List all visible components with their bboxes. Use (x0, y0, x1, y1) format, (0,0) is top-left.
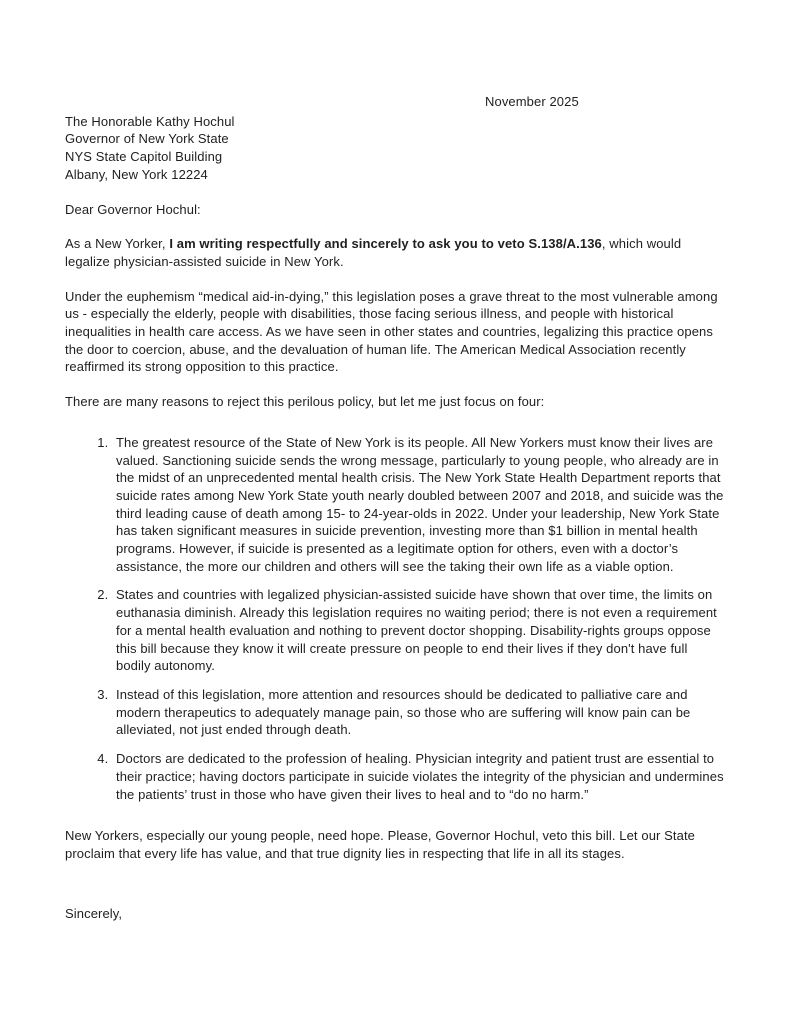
recipient-building: NYS State Capitol Building (65, 149, 223, 165)
reasons-list (65, 434, 725, 803)
recipient-name: The Honorable Kathy Hochul (65, 113, 235, 129)
recipient-title: Governor of New York State (65, 131, 229, 147)
intro-post-text: , which would legalize physician-assisted suicide in New York. (65, 236, 682, 269)
intro-pre-text: As a New Yorker, (65, 236, 170, 252)
paragraph-intro (65, 235, 725, 270)
paragraph-closing: New Yorkers, especially our young people, need hope. Please, Governor Hochul, veto this bill. Let our State proclaim that every life has value, and that true dignity lies in respecting that life in all its stages. (65, 828, 696, 861)
reason-item-3: 3. Instead of this legislation, more attention and resources should be dedicated to palliative care and modern therapeutics to adequately manage pain, so those who are suffering will know pain can be alleviated, not just ended through death. (112, 686, 725, 739)
letter-date: November 2025 (485, 94, 579, 109)
recipient-address (65, 113, 725, 184)
signoff: Sincerely, (65, 905, 123, 921)
salutation: Dear Governor Hochul: (65, 201, 201, 217)
paragraph-reasons-lead: There are many reasons to reject this perilous policy, but let me just focus on four: (65, 394, 545, 410)
paragraph-threat: Under the euphemism “medical aid-in-dying,” this legislation poses a grave threat to the most vulnerable among us - especially the elderly, people with disabilities, those facing serious illness, and people with historical inequalities in health care access. As we have seen in other states and countries, legalizing this practice opens the door to coercion, abuse, and the devaluation of human life. The American Medical Association recently reaffirmed its strong opposition to this practice. (65, 288, 718, 375)
reason-item-2: 2. States and countries with legalized physician-assisted suicide have shown that over time, the limits on euthanasia diminish. Already this legislation requires no waiting period; there is not even a requirement for a mental health evaluation and nothing to prevent doctor shopping. Disability-rights groups oppose this bill because they know it will create pressure on people to end their lives if they don't have full bodily autonomy. (112, 586, 725, 675)
reason-item-1: 1. The greatest resource of the State of New York is its people. All New Yorkers must know their lives are valued. Sanctioning suicide sends the wrong message, particularly to young people, who already are in the midst of an unprecedented mental health crisis. The New York State Health Department reports that suicide rates among New York State youth nearly doubled between 2007 and 2018, and suicide was the third leading cause of death among 15- to 24-year-olds in 2022. Under your leadership, New York State has taken significant measures in suicide prevention, investing more than $1 billion in mental health programs. However, if suicide is presented as a legitimate option for others, even with a doctor’s assistance, the more our children and others will see the taking their own life as a viable option. (112, 434, 725, 576)
recipient-city: Albany, New York 12224 (65, 166, 208, 182)
reason-item-4: 4. Doctors are dedicated to the profession of healing. Physician integrity and patient trust are essential to their practice; having doctors participate in suicide violates the integrity of the physician and undermines the patients’ trust in those who have given their lives to heal and to “do no harm.” (112, 750, 725, 803)
intro-bold-request: I am writing respectfully and sincerely to ask you to veto S.138/A.136 (169, 236, 602, 252)
